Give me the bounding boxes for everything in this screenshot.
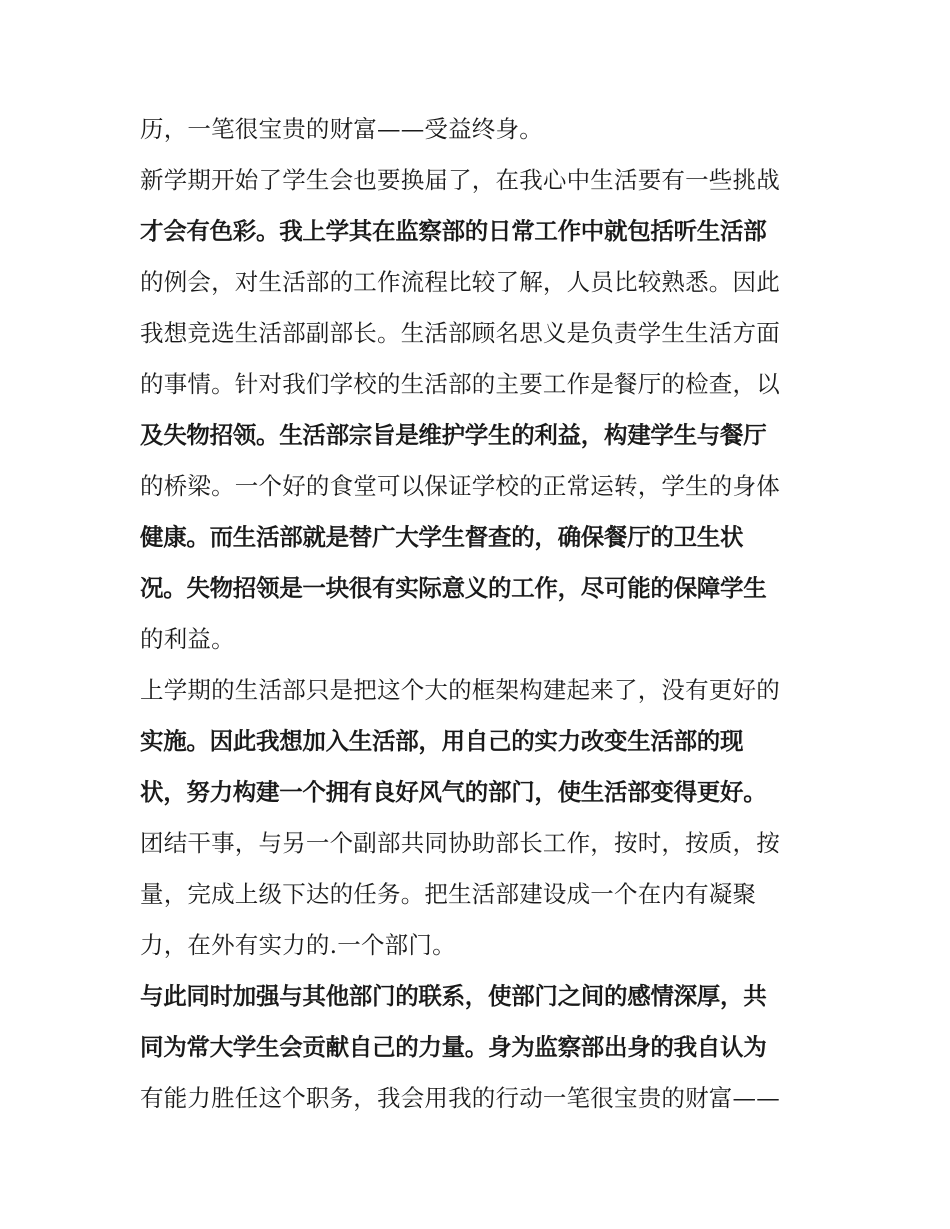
text-line-9: 健康。而生活部就是替广大学生督查的，确保餐厅的卫生状 <box>140 523 744 551</box>
text-line-11: 的利益。 <box>140 625 235 653</box>
text-line-18: 与此同时加强与其他部门的联系，使部门之间的感情深厚，共 <box>140 982 767 1010</box>
text-line-7: 及失物招领。生活部宗旨是维护学生的利益，构建学生与餐厅 <box>140 421 767 449</box>
text-line-20: 有能力胜任这个职务，我会用我的行动一笔很宝贵的财富—— <box>140 1084 780 1112</box>
text-line-14: 状，努力构建一个拥有良好风气的部门，使生活部变得更好。 <box>140 778 767 806</box>
text-line-10: 况。失物招领是一块很有实际意义的工作，尽可能的保障学生 <box>140 574 767 602</box>
text-line-8: 的桥梁。一个好的食堂可以保证学校的正常运转，学生的身体 <box>140 472 780 500</box>
text-line-4: 的例会，对生活部的工作流程比较了解，人员比较熟悉。因此 <box>140 268 780 296</box>
text-line-16: 量，完成上级下达的任务。把生活部建设成一个在内有凝聚 <box>140 880 757 908</box>
text-line-1: 历，一笔很宝贵的财富——受益终身。 <box>140 115 543 143</box>
text-line-5: 我想竞选生活部副部长。生活部顾名思义是负责学生生活方面 <box>140 319 780 347</box>
text-line-13: 实施。因此我想加入生活部，用自己的实力改变生活部的现 <box>140 727 744 755</box>
text-line-15: 团结干事，与另一个副部共同协助部长工作，按时，按质，按 <box>140 829 780 857</box>
text-line-12: 上学期的生活部只是把这个大的框架构建起来了，没有更好的 <box>140 676 780 704</box>
text-line-19: 同为常大学生会贡献自己的力量。身为监察部出身的我自认为 <box>140 1033 767 1061</box>
text-line-3: 才会有色彩。我上学其在监察部的日常工作中就包括听生活部 <box>140 217 767 245</box>
text-line-6: 的事情。针对我们学校的生活部的主要工作是餐厅的检查，以 <box>140 370 780 398</box>
text-line-2: 新学期开始了学生会也要换届了，在我心中生活要有一些挑战 <box>140 166 780 194</box>
text-line-17: 力，在外有实力的.一个部门。 <box>140 931 456 959</box>
